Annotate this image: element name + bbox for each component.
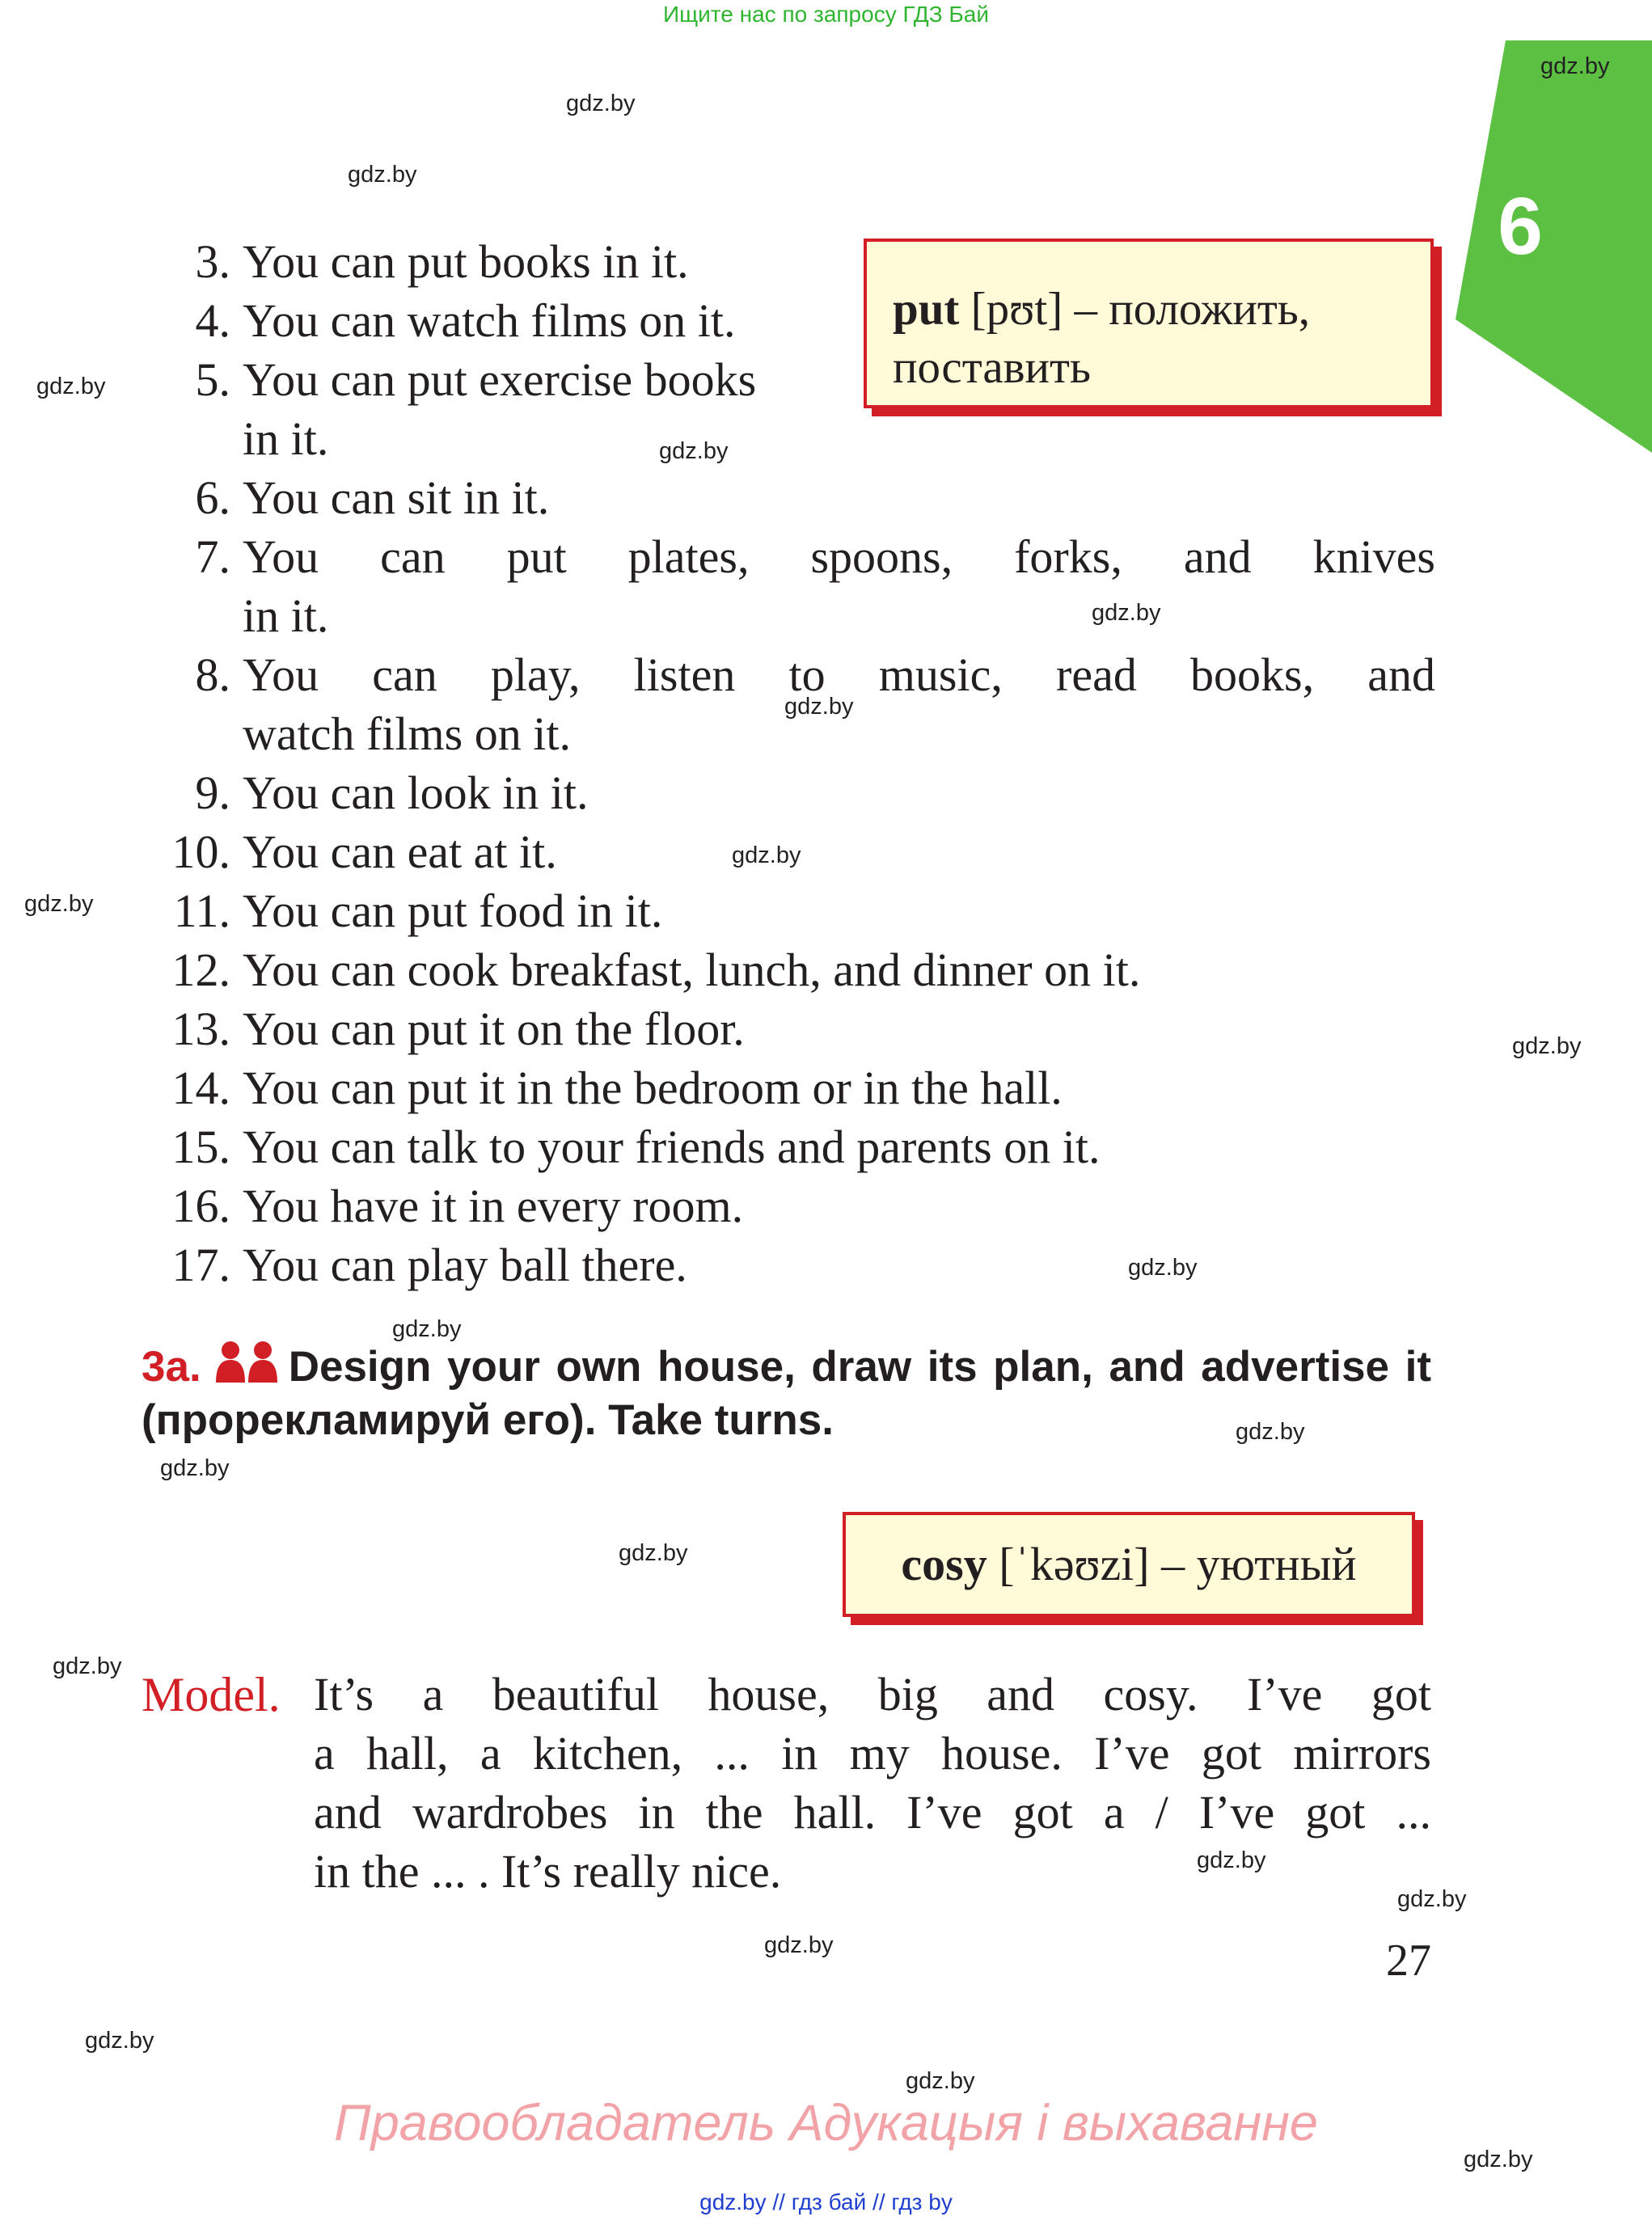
vocab-transcription: [ˈkəʊzi] [999,1538,1150,1590]
watermark: gdz.by [36,374,106,399]
watermark: gdz.by [1197,1847,1266,1873]
top-banner[interactable]: Ищите нас по запросу ГДЗ Бай [662,2,990,27]
item-number: 14. [171,1062,230,1114]
item-number: 12. [171,944,230,996]
vocab-line-1 [893,281,1408,339]
task-text: Design your own house, draw its plan, and advertise it (прорекламируй его). Take turns. [142,1343,1431,1444]
item-number: 13. [171,1003,230,1055]
item-number: 15. [171,1121,230,1173]
watermark: gdz.by [906,2068,975,2094]
watermark: gdz.by [1128,1255,1198,1281]
item-text: You can eat at it. [243,825,557,878]
watermark: gdz.by [1464,2147,1533,2172]
vocab-dash: – [1161,1538,1185,1590]
watermark: gdz.by [764,1932,834,1958]
item-number: 3. [195,235,230,288]
watermark: gdz.by [392,1316,462,1342]
item-text-continued: in it. [243,412,329,465]
item-text: You can cook breakfast, lunch, and dinner on it. [243,944,1141,996]
item-text: You can put it on the floor. [243,1003,745,1055]
vocab-box-cosy [843,1512,1415,1617]
item-text: You have it in every room. [243,1180,744,1232]
vocab-transcription: [pʊt] [970,284,1063,335]
item-text: You can put exercise books [243,353,757,406]
section-number: 6 [1498,181,1543,272]
model-line: in the ... . It’s really nice. [314,1845,782,1898]
vocab-translation: уютный [1196,1538,1357,1590]
watermark: gdz.by [566,91,636,116]
list-item [142,292,736,350]
item-text: You can look in it. [243,766,589,819]
list-item [142,1236,687,1294]
model-line: It’s a beautiful house, big and cosy. I’ve got [314,1668,1431,1720]
footer-links[interactable]: gdz.by // гдз бай // гдз by [699,2189,953,2214]
list-item [142,1177,744,1235]
item-number: 10. [171,825,230,878]
item-text: You can sit in it. [243,471,550,524]
item-number: 6. [195,471,230,524]
task-3a [142,1340,1431,1447]
model-line: a hall, a kitchen, ... in my house. I’ve got mirrors [314,1727,1431,1780]
pair-work-icon [214,1340,281,1383]
item-number: 4. [195,294,230,347]
item-number: 11. [173,885,230,937]
page-number: 27 [1386,1936,1431,1986]
watermark: gdz.by [1540,53,1610,79]
item-text: You can put books in it. [243,235,689,288]
list-item [142,351,757,409]
list-item [142,882,663,940]
vocab-translation-line-2: поставить [893,342,1091,393]
watermark: gdz.by [24,891,94,917]
item-number: 17. [171,1239,230,1291]
list-item [142,646,1435,704]
list-item [142,1118,1101,1176]
watermark: gdz.by [659,438,729,464]
item-text: You can play ball there. [243,1239,687,1291]
watermark: gdz.by [1236,1419,1305,1445]
list-item [142,823,557,881]
item-text: You can put food in it. [243,885,663,937]
item-text: You can watch films on it. [243,294,736,347]
item-text: You can put plates, spoons, forks, and knives [243,530,1435,583]
model-label: Model. [142,1668,281,1721]
watermark: gdz.by [1092,600,1161,626]
item-number: 8. [195,648,230,701]
item-text-continued: in it. [243,589,329,642]
watermark: gdz.by [85,2028,154,2054]
watermark: gdz.by [348,162,417,188]
watermark: gdz.by [160,1455,230,1481]
vocab-box-put [864,239,1434,408]
list-item [142,1059,1063,1117]
model-line: and wardrobes in the hall. I’ve got a / I’ve got ... [314,1786,1431,1839]
watermark: gdz.by [1512,1033,1582,1059]
list-item [142,1000,745,1058]
item-text: You can talk to your friends and parents on it. [243,1121,1101,1173]
list-item [142,764,589,822]
watermark: gdz.by [53,1653,122,1679]
item-text-continued: watch films on it. [243,707,571,760]
vocab-translation: положить, [1109,284,1311,335]
task-number: 3a. [142,1343,201,1391]
item-text: You can put it in the bedroom or in the hall. [243,1062,1063,1114]
item-number: 16. [171,1180,230,1232]
vocab-word: put [893,284,960,335]
list-item [142,233,689,291]
item-text: You can play, listen to music, read books, and [243,648,1435,701]
vocab-dash: – [1074,284,1097,335]
list-item [142,528,1435,586]
watermark: gdz.by [784,694,854,720]
watermark: gdz.by [1397,1886,1467,1912]
vocab-word: cosy [901,1538,987,1590]
list-item [142,941,1141,999]
copyright-notice: Правообладатель Адукацыя і выхаванне [334,2095,1318,2151]
item-number: 5. [195,353,230,406]
watermark: gdz.by [732,842,801,868]
item-number: 9. [195,766,230,819]
list-item [142,469,550,527]
watermark: gdz.by [619,1540,688,1566]
item-number: 7. [195,530,230,583]
